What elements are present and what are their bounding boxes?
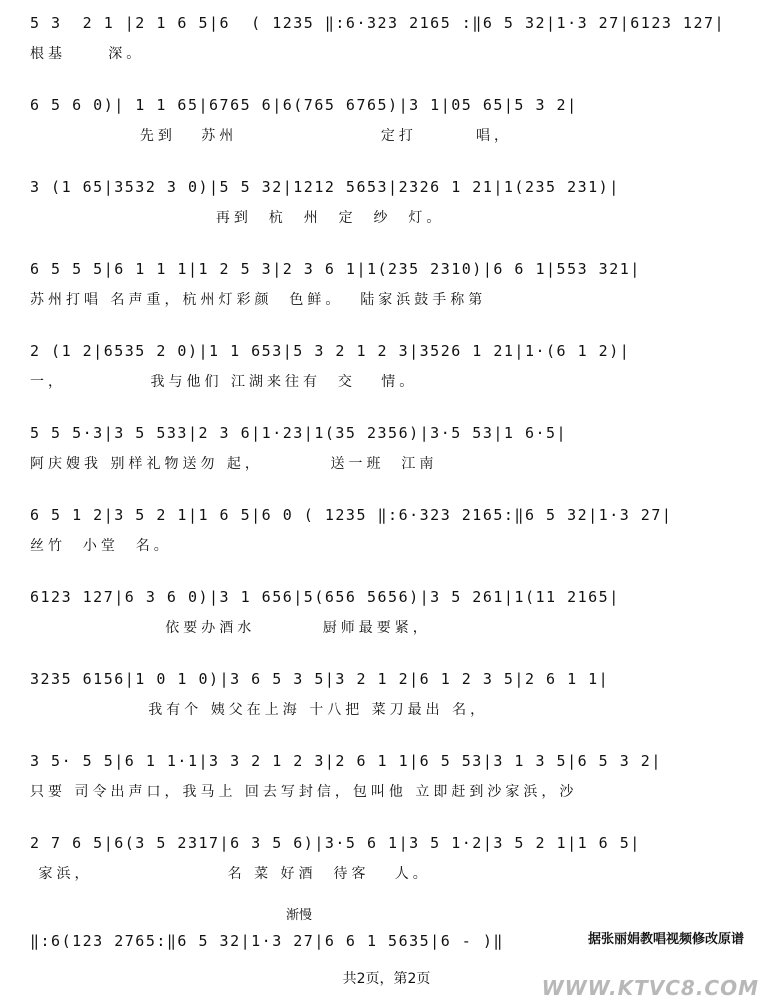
site-watermark: WWW.KTVC8.COM <box>541 976 759 1000</box>
lyrics-line: 苏州打唱 名声重，杭州灯彩颜 色鲜。 陆家浜鼓手称第 <box>30 292 487 308</box>
notes-line: 3 5· 5 5|6 1 1·1|3 3 2 1 2 3|2 6 1 1|6 5 53|3 1 3 5|6 5 3 2| <box>30 752 662 770</box>
notes-line: 6 5 5 5|6 1 1 1|1 2 5 3|2 3 6 1|1(235 2310)|6 6 1|553 321| <box>30 260 641 278</box>
score-system-2 <box>0 90 773 170</box>
notes-line: 6123 127|6 3 6 0)|3 1 656|5(656 5656)|3 5 261|1(11 2165| <box>30 588 620 606</box>
notes-line: 3235 6156|1 0 1 0)|3 6 5 3 5|3 2 1 2|6 1 2 3 5|2 6 1 1| <box>30 670 610 688</box>
lyrics-line: 只要 司令出声口，我马上 回去写封信，包叫他 立即赶到沙家浜，沙 <box>30 784 578 800</box>
score-system-7 <box>0 500 773 580</box>
notes-line: 2 (1 2|6535 2 0)|1 1 653|5 3 2 1 2 3|3526 1 21|1·(6 1 2)| <box>30 342 631 360</box>
lyrics-line: 丝竹 小堂 名。 <box>30 538 172 554</box>
lyrics-line: 依要办酒水 厨师最要紧， <box>30 620 431 636</box>
source-note: 据张丽娟教唱视频修改原谱 <box>588 932 745 947</box>
tempo-mark: 渐慢 <box>286 908 313 923</box>
lyrics-line: 根基 深。 <box>30 46 145 62</box>
score-system-10 <box>0 746 773 826</box>
score-system-3 <box>0 172 773 252</box>
score-system-5 <box>0 336 773 416</box>
lyrics-line: 一， 我与他们 江湖来往有 交 情。 <box>30 374 418 390</box>
lyrics-line: 我有个 姨父在上海 十八把 菜刀最出 名， <box>30 702 489 718</box>
notes-line: 6 5 6 0)| 1 1 65|6765 6|6(765 6765)|3 1|05 65|5 3 2| <box>30 96 578 114</box>
notes-line: ‖:6(123 2765:‖6 5 32|1·3 27|6 6 1 5635|6 - )‖ <box>30 932 504 950</box>
notes-line: 3 (1 65|3532 3 0)|5 5 32|1212 5653|2326 1 21|1(235 231)| <box>30 178 620 196</box>
lyrics-line: 阿庆嫂我 别样礼物送勿 起， 送一班 江南 <box>30 456 438 472</box>
notes-line: 5 3 2 1 |2 1 6 5|6 ( 1235 ‖:6·323 2165 :‖6 5 32|1·3 27|6123 127| <box>30 14 726 32</box>
notes-line: 2 7 6 5|6(3 5 2317|6 3 5 6)|3·5 6 1|3 5 1·2|3 5 2 1|1 6 5| <box>30 834 641 852</box>
lyrics-line: 再到 杭 州 定 纱 灯。 <box>30 210 445 226</box>
page-indicator: 共2页，第2页 <box>342 971 431 987</box>
score-system-8 <box>0 582 773 662</box>
score-system-9 <box>0 664 773 744</box>
lyrics-line: 家浜， 名 菜 好酒 待客 人。 <box>30 866 431 882</box>
score-system-6 <box>0 418 773 498</box>
score-system-1 <box>0 8 773 88</box>
score-system-11 <box>0 828 773 908</box>
score-system-4 <box>0 254 773 334</box>
lyrics-line: 先到 苏州 定打 唱， <box>30 128 513 144</box>
notes-line: 6 5 1 2|3 5 2 1|1 6 5|6 0 ( 1235 ‖:6·323 2165:‖6 5 32|1·3 27| <box>30 506 673 524</box>
notes-line: 5 5 5·3|3 5 533|2 3 6|1·23|1(35 2356)|3·5 53|1 6·5| <box>30 424 568 442</box>
